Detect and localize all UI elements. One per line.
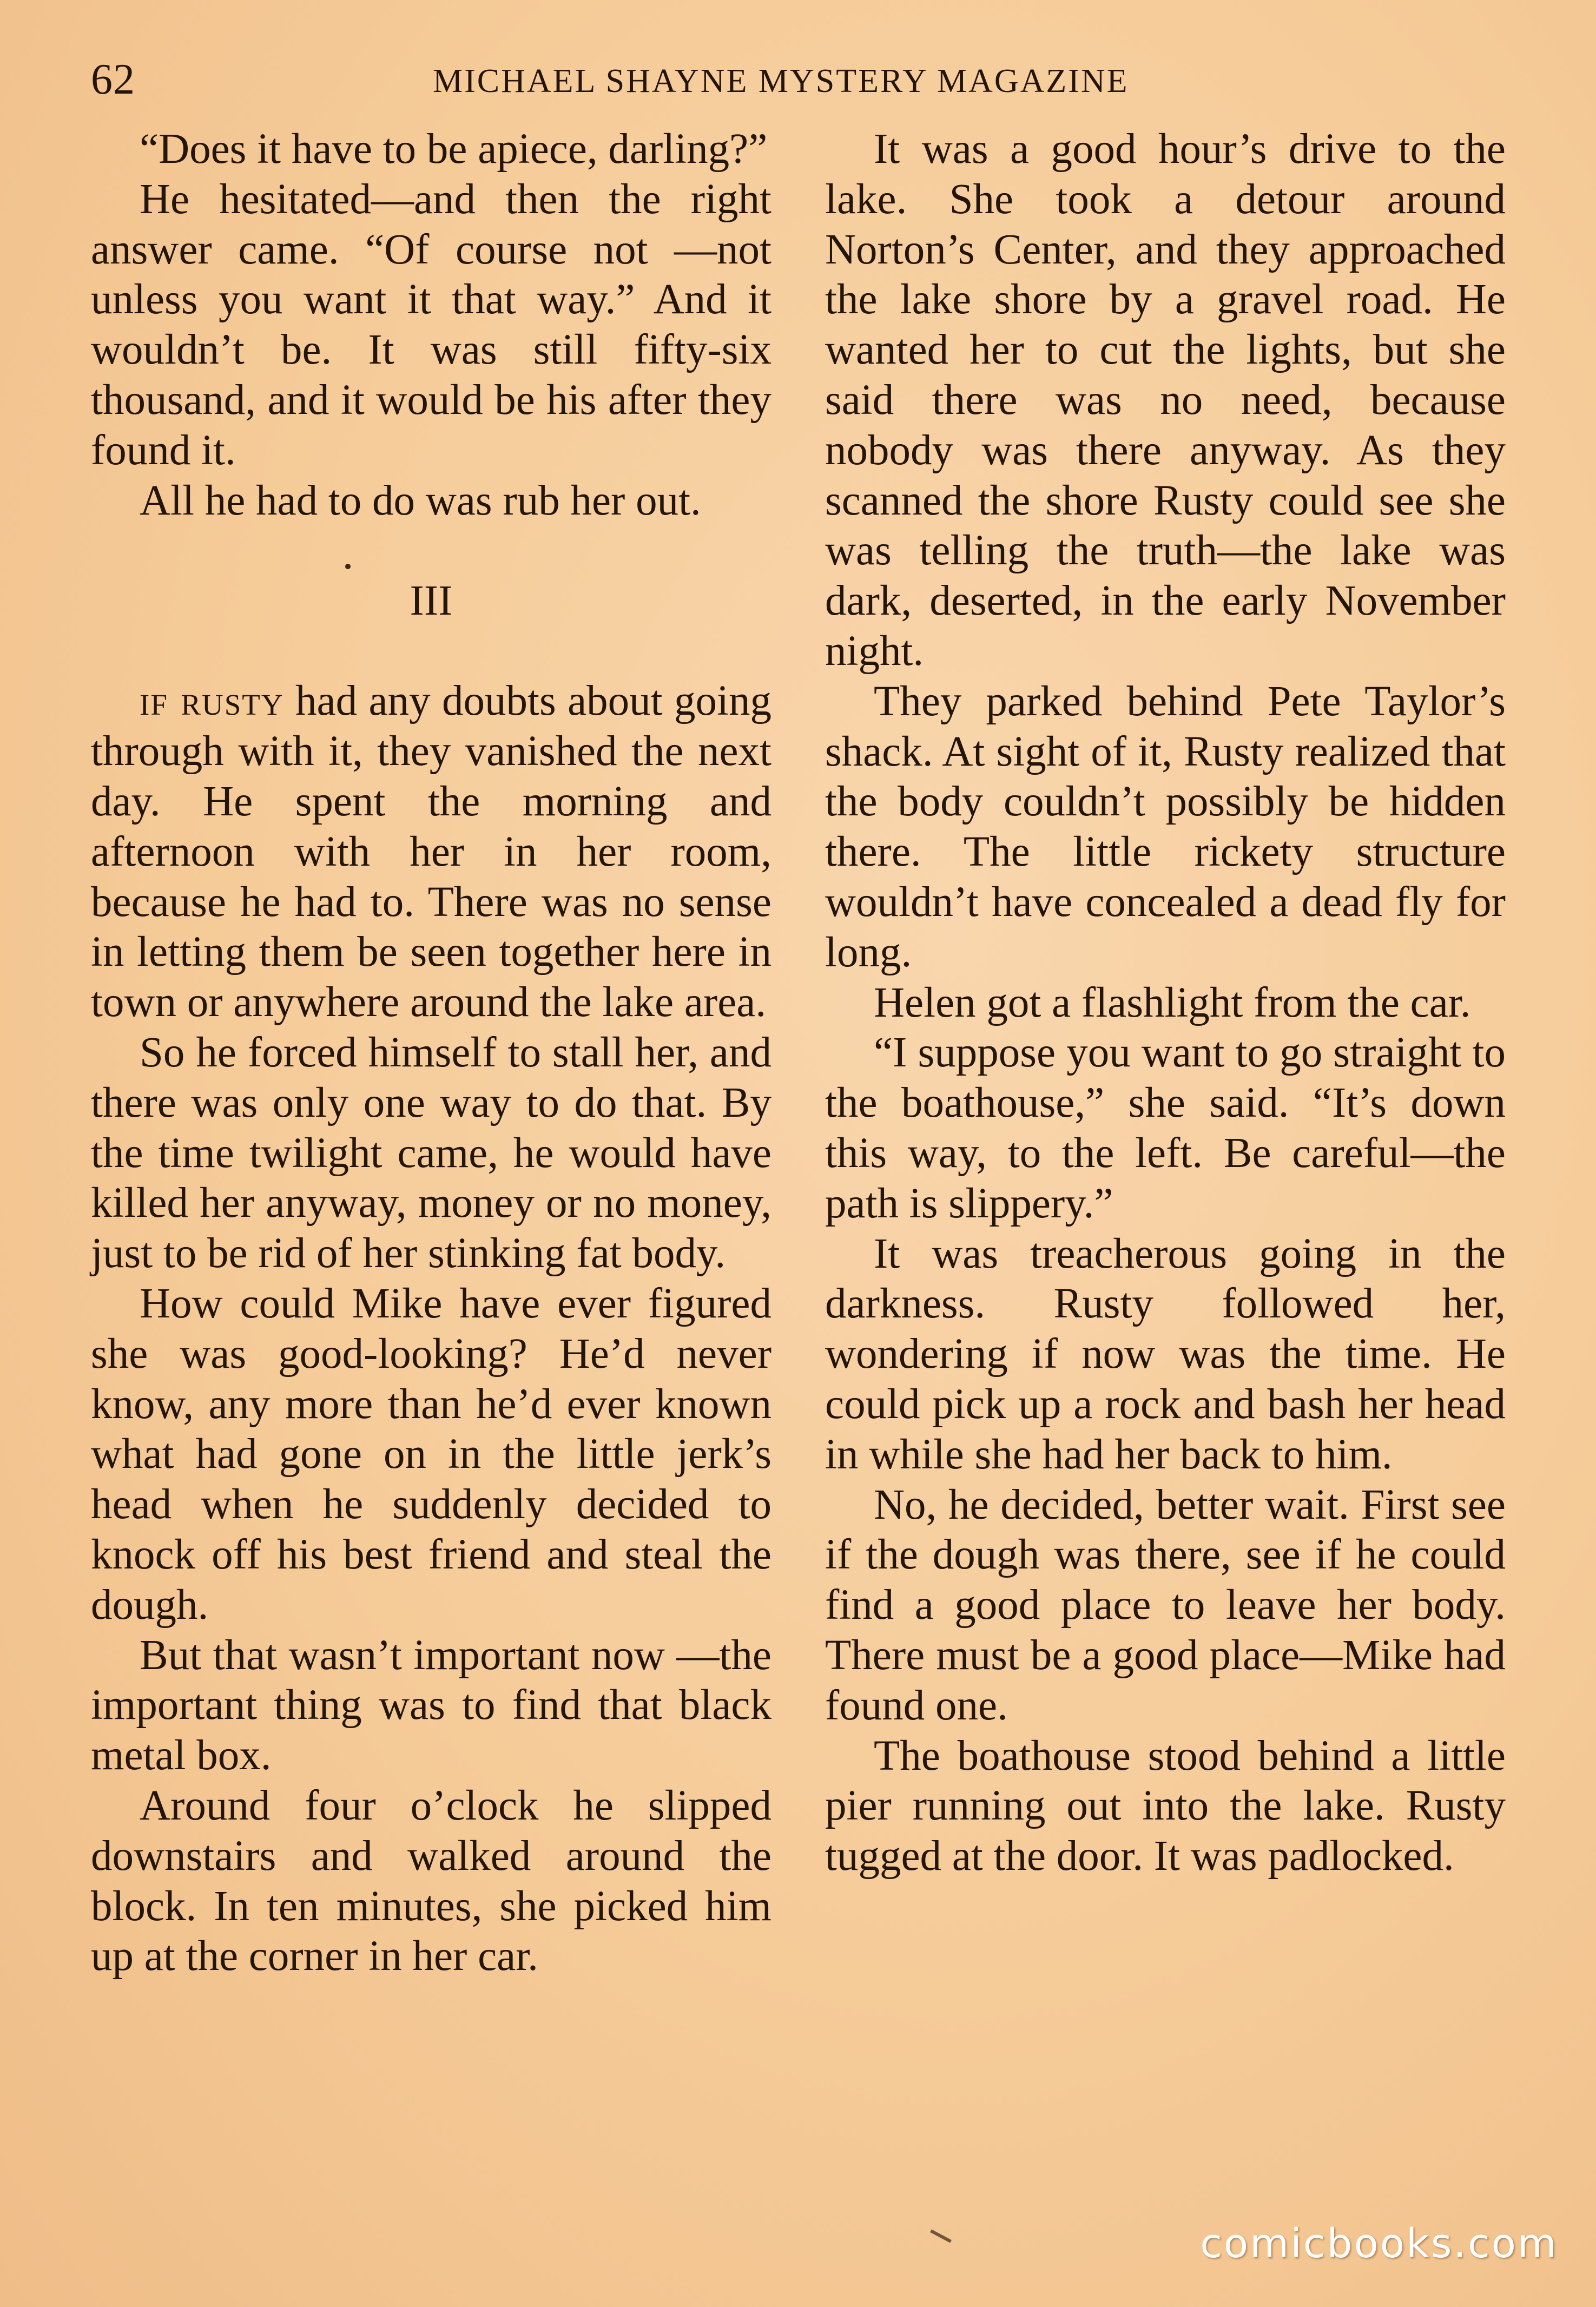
page-header: [0, 0, 1596, 124]
paragraph: But that wasn’t important now —the important thing was to find that black metal box.: [91, 1631, 771, 1779]
paragraph: Helen got a flashlight from the car.: [874, 979, 1471, 1026]
paragraph: So he forced himself to stall her, and there was only one way to do that. By the time twilight came, he would have killed her anyway, money or no money, just to be rid of her stinking fat body.: [91, 1029, 771, 1277]
page-number: 62: [91, 56, 135, 103]
paragraph: How could Mike have ever figured she was good-looking? He’d never know, any more than he’d ever known what had gone on in the little jerk’s head when he suddenly decided to knock off his best friend and steal the dough.: [91, 1280, 771, 1629]
paragraph: It was treacherous going in the darkness. Rusty followed her, wondering if now was the time. He could pick up a rock and bash her head in while she had her back to him.: [825, 1230, 1506, 1478]
paragraph: All he had to do was rub her out.: [140, 477, 701, 524]
paragraph: No, he decided, better wait. First see if the dough was there, see if he could find a good place to leave her body. There must be a good place—Mike had found one.: [825, 1481, 1506, 1729]
section-heading: [91, 526, 771, 676]
paragraph: “I suppose you want to go straight to the boathouse,” she said. “It’s down this way, to the left. Be careful—the path is slippery.”: [825, 1029, 1506, 1227]
paragraph: He hesitated—and then the right answer came. “Of course not —not unless you want it that way.” And it wouldn’t be. It was still fifty-six thousand, and it would be his after they found it.: [91, 175, 771, 474]
left-column: [91, 124, 771, 1982]
stray-ink-mark: [930, 2229, 952, 2243]
stray-dot: [345, 564, 351, 569]
right-column: [825, 124, 1506, 1882]
section-number: III: [410, 577, 453, 625]
paragraph: It was a good hour’s drive to the lake. She took a detour around Norton’s Center, and they approached the lake shore by a gravel road. He wanted her to cut the lights, but she said there was no need, because nobody was there anyway. As they scanned the shore Rusty could see she was telling the truth—the lake was dark, deserted, in the early November night.: [825, 126, 1506, 675]
paragraph-text: had any doubts about going through with it, they vanished the next day. He spent the morning and afternoon with her in her room, because he had to. There was no sense in letting them be seen together here in town or anywhere around the lake area.: [91, 677, 771, 1026]
paragraph: [91, 676, 771, 1028]
site-watermark: comicbooks.com: [1200, 2220, 1558, 2267]
paragraph: The boathouse stood behind a little pier running out into the lake. Rusty tugged at the door. It was padlocked.: [825, 1732, 1506, 1880]
paragraph: They parked behind Pete Taylor’s shack. At sight of it, Rusty realized that the body couldn’t possibly be hidden there. The little rickety structure wouldn’t have concealed a dead fly for long.: [825, 677, 1506, 976]
paragraph-lead-smallcaps: if rusty: [140, 677, 284, 725]
paragraph: Around four o’clock he slipped downstairs and walked around the block. In ten minutes, she picked him up at the corner in her car.: [91, 1782, 771, 1980]
paragraph: “Does it have to be apiece, darling?”: [140, 126, 768, 173]
running-head: MICHAEL SHAYNE MYSTERY MAGAZINE: [433, 63, 1129, 100]
